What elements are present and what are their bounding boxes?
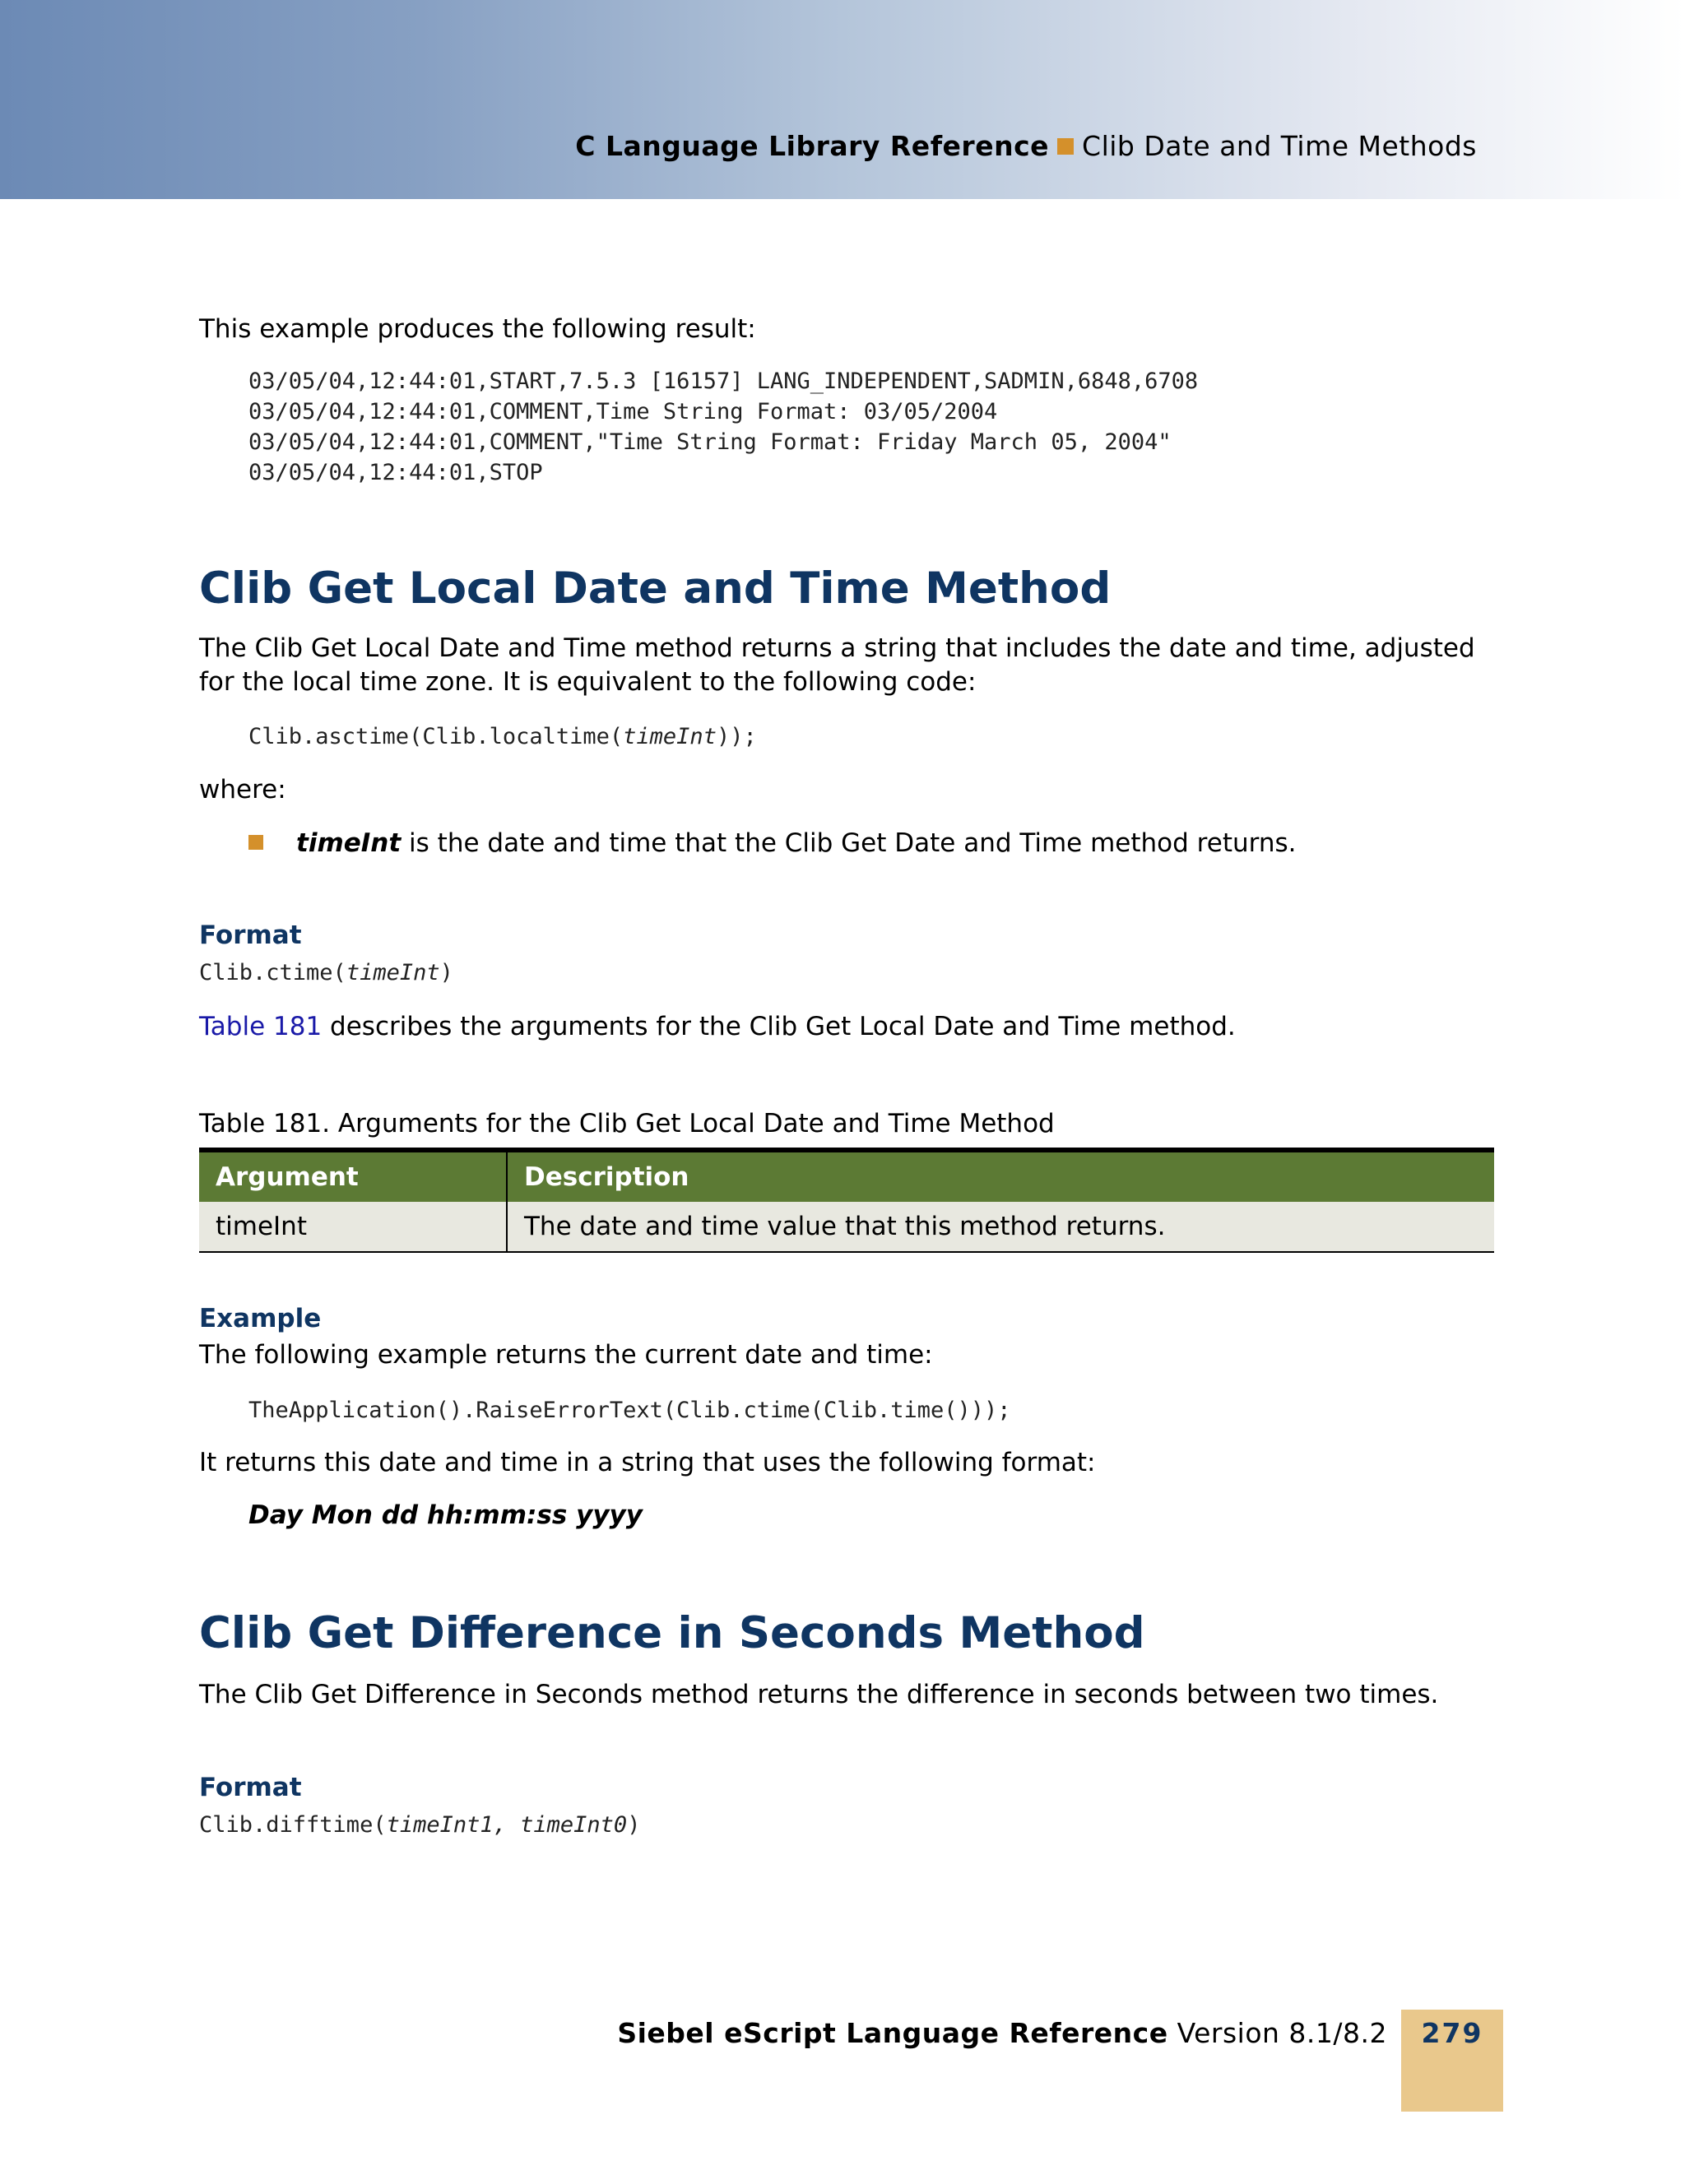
result-intro-text: This example produces the following result: (199, 314, 756, 344)
equivalent-code: Clib.asctime(Clib.localtime(timeInt)); (248, 724, 757, 749)
table-caption: Table 181. Arguments for the Clib Get Local Date and Time Method (199, 1109, 1055, 1138)
arguments-table (199, 1148, 1494, 1253)
section-title: Clib Get Difference in Seconds Method (199, 1608, 1145, 1658)
returns-format: Day Mon dd hh:mm:ss yyyy (248, 1500, 643, 1530)
section-description: The Clib Get Difference in Seconds method returns the difference in seconds between two times. (199, 1680, 1439, 1709)
footer-version: Version 8.1/8.2 (1177, 2017, 1387, 2049)
example-code: TheApplication().RaiseErrorText(Clib.ctime(Clib.time())); (248, 1398, 1011, 1423)
table-header-row (199, 1150, 1494, 1202)
running-header (575, 130, 1477, 162)
result-line: 03/05/04,12:44:01,STOP (248, 460, 543, 485)
table-row (199, 1202, 1494, 1252)
format-heading: Format (199, 920, 302, 950)
header-band (0, 0, 1685, 199)
header-separator-icon (1057, 138, 1074, 155)
bullet-icon (248, 835, 263, 850)
table-reference: Table 181 describes the arguments for the Clib Get Local Date and Time method. (199, 1012, 1236, 1041)
running-footer (617, 2017, 1387, 2049)
format-signature: Clib.ctime(timeInt) (199, 960, 453, 985)
table-link[interactable]: Table 181 (199, 1012, 323, 1041)
table-cell: timeInt (199, 1202, 507, 1252)
bullet-text: is the date and time that the Clib Get Date and Time method returns. (401, 828, 1297, 858)
header-section: Clib Date and Time Methods (1082, 130, 1477, 162)
result-line: 03/05/04,12:44:01,START,7.5.3 [16157] LANG_INDEPENDENT,SADMIN,6848,6708 (248, 369, 1199, 394)
table-cell: The date and time value that this method returns. (507, 1202, 1494, 1252)
example-heading: Example (199, 1304, 322, 1333)
result-line: 03/05/04,12:44:01,COMMENT,Time String Format: 03/05/2004 (248, 399, 998, 424)
example-text: The following example returns the current date and time: (199, 1340, 933, 1370)
table-header-cell: Description (507, 1150, 1494, 1202)
page-number: 279 (1421, 2017, 1483, 2049)
bullet-term: timeInt (296, 828, 402, 858)
footer-book: Siebel eScript Language Reference (617, 2017, 1168, 2049)
page-number-box (1401, 2010, 1503, 2112)
where-label: where: (199, 775, 286, 805)
format-signature: Clib.difftime(timeInt1, timeInt0) (199, 1812, 641, 1838)
table-header-cell: Argument (199, 1150, 507, 1202)
header-chapter: C Language Library Reference (575, 130, 1050, 162)
format-heading: Format (199, 1773, 302, 1802)
bullet-item (248, 827, 1543, 860)
result-line: 03/05/04,12:44:01,COMMENT,"Time String Format: Friday March 05, 2004" (248, 429, 1172, 455)
returns-text: It returns this date and time in a string that uses the following format: (199, 1448, 1096, 1477)
section-title: Clib Get Local Date and Time Method (199, 563, 1112, 614)
section-description: The Clib Get Local Date and Time method returns a string that includes the date and time, adjusted for the local time zone. It is equivalent to the following code: (199, 633, 1475, 697)
